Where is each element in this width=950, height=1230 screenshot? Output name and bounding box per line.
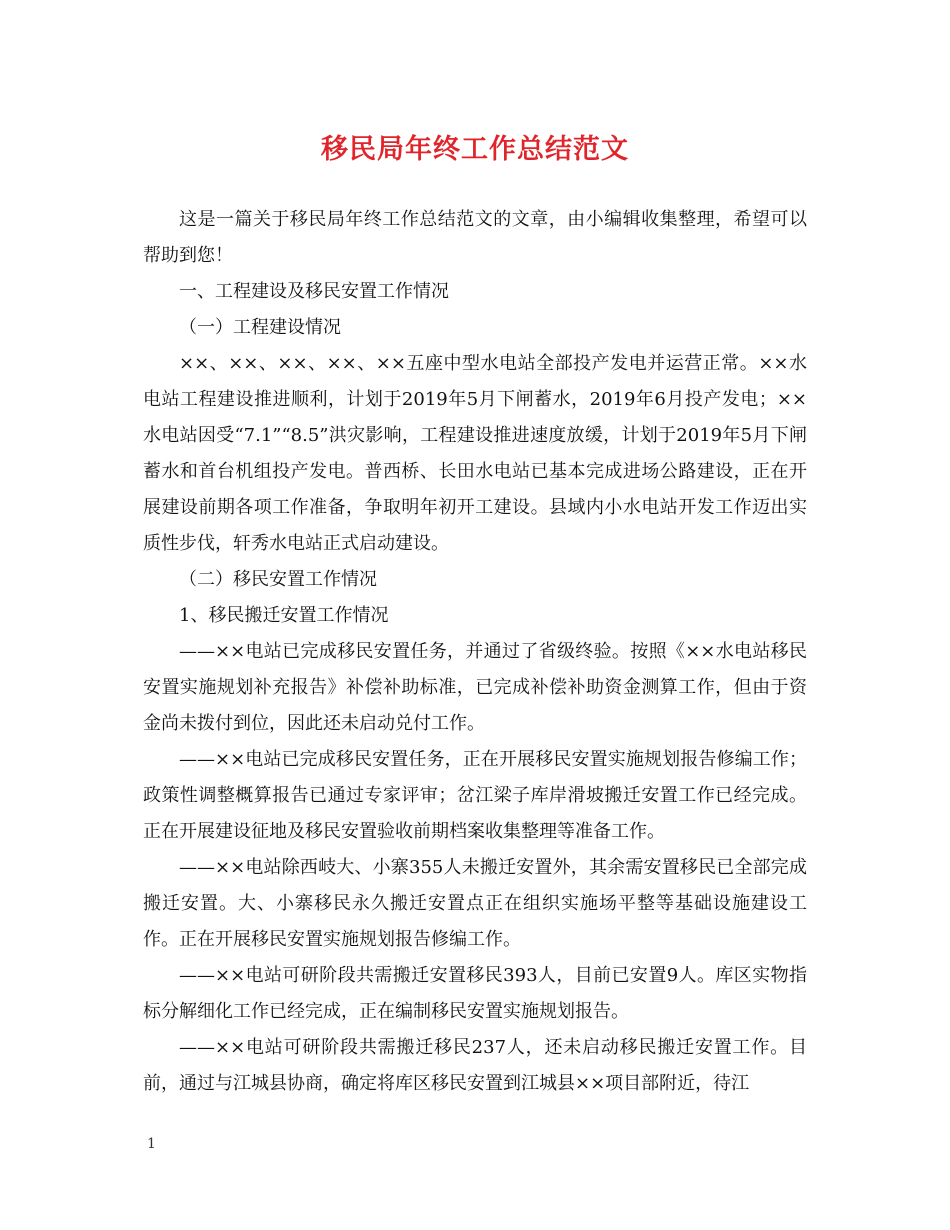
page-number: 1	[147, 1136, 156, 1152]
intro-paragraph: 这是一篇关于移民局年终工作总结范文的文章，由小编辑收集整理，希望可以帮助到您！	[143, 209, 807, 266]
body-paragraph: ××、××、××、××、××五座中型水电站全部投产发电并运营正常。××水电站工程建设推进顺利，计划于2019年5月下闸蓄水，2019年6月投产发电；××水电站因受“7.1”“8.5”洪灾影响，工程建设推进速度放缓，计划于2019年5月下闸蓄水和首台机组投产发电。普西桥、长田水电站已基本完成进场公路建设，正在开展建设前期各项工作准备，争取明年初开工建设。县域内小水电站开发工作迈出实质性步伐，轩秀水电站正式启动建设。	[143, 353, 807, 554]
document-title: 移民局年终工作总结范文	[321, 134, 629, 165]
body-paragraph: ——××电站可研阶段共需搬迁安置移民393人，目前已安置9人。库区实物指标分解细化工作已经完成，正在编制移民安置实施规划报告。	[143, 965, 807, 1022]
document-body	[143, 202, 807, 1102]
section-heading-1: 一、工程建设及移民安置工作情况	[179, 281, 449, 302]
subsection-heading-2: （二）移民安置工作情况	[179, 569, 377, 590]
body-paragraph: ——××电站可研阶段共需搬迁移民237人，还未启动移民搬迁安置工作。目前，通过与江城县协商，确定将库区移民安置到江城县××项目部附近，待江	[143, 1037, 807, 1094]
body-paragraph: ——××电站除西岐大、小寨355人未搬迁安置外，其余需安置移民已全部完成搬迁安置。大、小寨移民永久搬迁安置点正在组织实施场平整等基础设施建设工作。正在开展移民安置实施规划报告修编工作。	[143, 857, 807, 950]
item-heading-1: 1、移民搬迁安置工作情况	[179, 605, 389, 626]
subsection-heading-1: （一）工程建设情况	[179, 317, 341, 338]
body-paragraph: ——××电站已完成移民安置任务，正在开展移民安置实施规划报告修编工作；政策性调整概算报告已通过专家评审；岔江梁子库岸滑坡搬迁安置工作已经完成。正在开展建设征地及移民安置验收前期档案收集整理等准备工作。	[143, 749, 807, 842]
body-paragraph: ——××电站已完成移民安置任务，并通过了省级终验。按照《××水电站移民安置实施规划补充报告》补偿补助标准，已完成补偿补助资金测算工作，但由于资金尚未拨付到位，因此还未启动兑付工作。	[143, 641, 807, 734]
